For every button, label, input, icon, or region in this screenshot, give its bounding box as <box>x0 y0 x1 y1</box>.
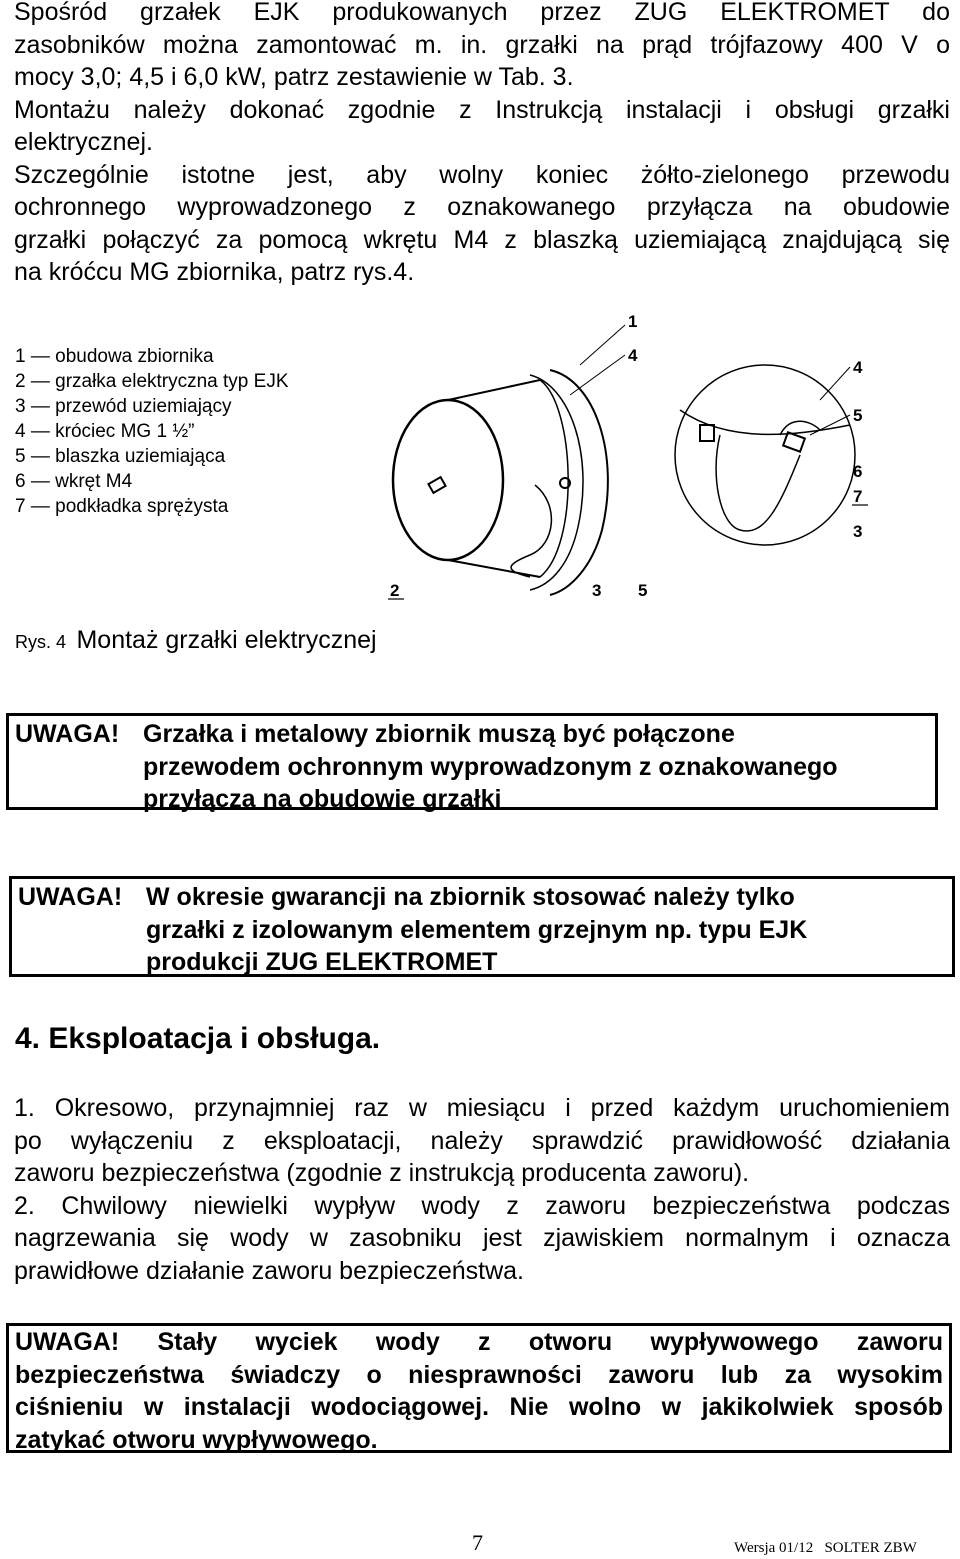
warning-line: przyłącza na obudowie grzałki <box>143 785 502 813</box>
figure-label-4: 4 <box>853 358 863 377</box>
figure-label-5: 5 <box>638 581 648 600</box>
warning-line: zatykać otworu wypływowego. <box>15 1425 378 1454</box>
warning-line: bezpieczeństwa świadczy o niesprawności zaworu lub za wysokim <box>15 1360 943 1389</box>
body-line: zaworu bezpieczeństwa (zgodnie z instrukcją producenta zaworu). <box>14 1159 750 1187</box>
version-footer: Wersja 01/12 SOLTER ZBW <box>734 1540 917 1556</box>
body-line: nagrzewania się wody w zasobniku jest zjawiskiem normalnym i oznacza <box>14 1224 950 1252</box>
legend-item: 2 — grzałka elektryczna typ EJK <box>15 371 289 392</box>
body-paragraph <box>14 1092 950 1287</box>
figure-legend <box>15 344 289 519</box>
tank-body-outline <box>550 370 608 595</box>
warning-line: produkcji ZUG ELEKTROMET <box>146 948 498 976</box>
intro-line: Montażu należy dokonać zgodnie z Instrukcją instalacji i obsługi grzałki <box>14 95 950 124</box>
intro-line: Spośród grzałek EJK produkowanych przez ZUG ELEKTROMET do <box>14 0 950 26</box>
figure-label-7: 7 <box>853 487 863 506</box>
warning-line: W okresie gwarancji na zbiornik stosować należy tylko <box>146 883 795 911</box>
legend-item: 4 — króciec MG 1 ½” <box>15 421 195 442</box>
intro-line: zasobników można zamontować m. in. grzałki na prąd trójfazowy 400 V o <box>14 30 950 59</box>
body-line: 1. Okresowo, przynajmniej raz w miesiącu i przed każdym uruchomieniem <box>14 1094 950 1122</box>
intro-line: elektrycznej. <box>14 128 153 156</box>
page-number: 7 <box>472 1530 483 1555</box>
figure-label-5: 5 <box>853 406 863 425</box>
warning-line: UWAGA! Stały wyciek wody z otworu wypływowego zaworu <box>15 1328 943 1356</box>
intro-line: Szczególnie istotne jest, aby wolny koniec żółto-zielonego przewodu <box>14 160 950 189</box>
body-line: prawidłowe działanie zaworu bezpieczeństwa. <box>14 1256 524 1285</box>
intro-line: mocy 3,0; 4,5 i 6,0 kW, patrz zestawienie w Tab. 3. <box>14 63 574 91</box>
figure-label-3: 3 <box>853 522 863 541</box>
warning-box <box>6 713 938 813</box>
warning-box <box>6 1323 952 1453</box>
heater-front-face <box>393 400 503 560</box>
figure-label-3: 3 <box>592 581 602 600</box>
figure-label-6: 6 <box>853 462 863 481</box>
legend-item: 7 — podkładka sprężysta <box>15 496 229 517</box>
heater-mounting-figure <box>380 305 960 605</box>
legend-item: 5 — blaszka uziemiająca <box>15 446 226 467</box>
figure-caption <box>15 626 377 655</box>
figure-label-1: 1 <box>628 312 638 331</box>
detail-wire <box>716 435 800 531</box>
caption-text: Montaż grzałki elektrycznej <box>76 626 377 654</box>
legend-item: 3 — przewód uziemiający <box>15 396 232 417</box>
caption-prefix: Rys. 4 <box>15 632 67 652</box>
warning-line: grzałki z izolowanym elementem grzejnym np. typu EJK <box>146 915 808 944</box>
warning-box <box>9 876 955 977</box>
warning-label: UWAGA! <box>15 720 120 748</box>
intro-line: ochronnego wyprowadzonego z oznakowanego przyłącza na obudowie <box>14 193 950 221</box>
warning-line: przewodem ochronnym wyprowadzonym z oznakowanego <box>143 752 838 781</box>
warning-line: ciśnieniu w instalacji wodociągowej. Nie wolno w jakikolwiek sposób <box>15 1393 943 1421</box>
intro-paragraph <box>14 0 950 289</box>
body-line: 2. Chwilowy niewielki wypływ wody z zaworu bezpieczeństwa podczas <box>14 1191 950 1220</box>
figure-label-4: 4 <box>628 346 638 365</box>
warning-line: Grzałka i metalowy zbiornik muszą być połączone <box>143 720 735 748</box>
body-line: po wyłączeniu z eksploatacji, należy sprawdzić prawidłowość działania <box>14 1126 950 1155</box>
figure-label-2: 2 <box>390 581 400 600</box>
warning-label: UWAGA! <box>18 883 123 911</box>
legend-item: 6 — wkręt M4 <box>15 471 133 492</box>
intro-line: na króćcu MG zbiornika, patrz rys.4. <box>14 258 415 286</box>
detail-circle <box>675 365 855 545</box>
legend-item: 1 — obudowa zbiornika <box>15 346 214 367</box>
section-heading: 4. Eksploatacja i obsługa. <box>15 1022 381 1055</box>
intro-line: grzałki połączyć za pomocą wkrętu M4 z blaszką uziemiającą znajdującą się <box>14 225 950 254</box>
ground-wire <box>511 485 551 577</box>
